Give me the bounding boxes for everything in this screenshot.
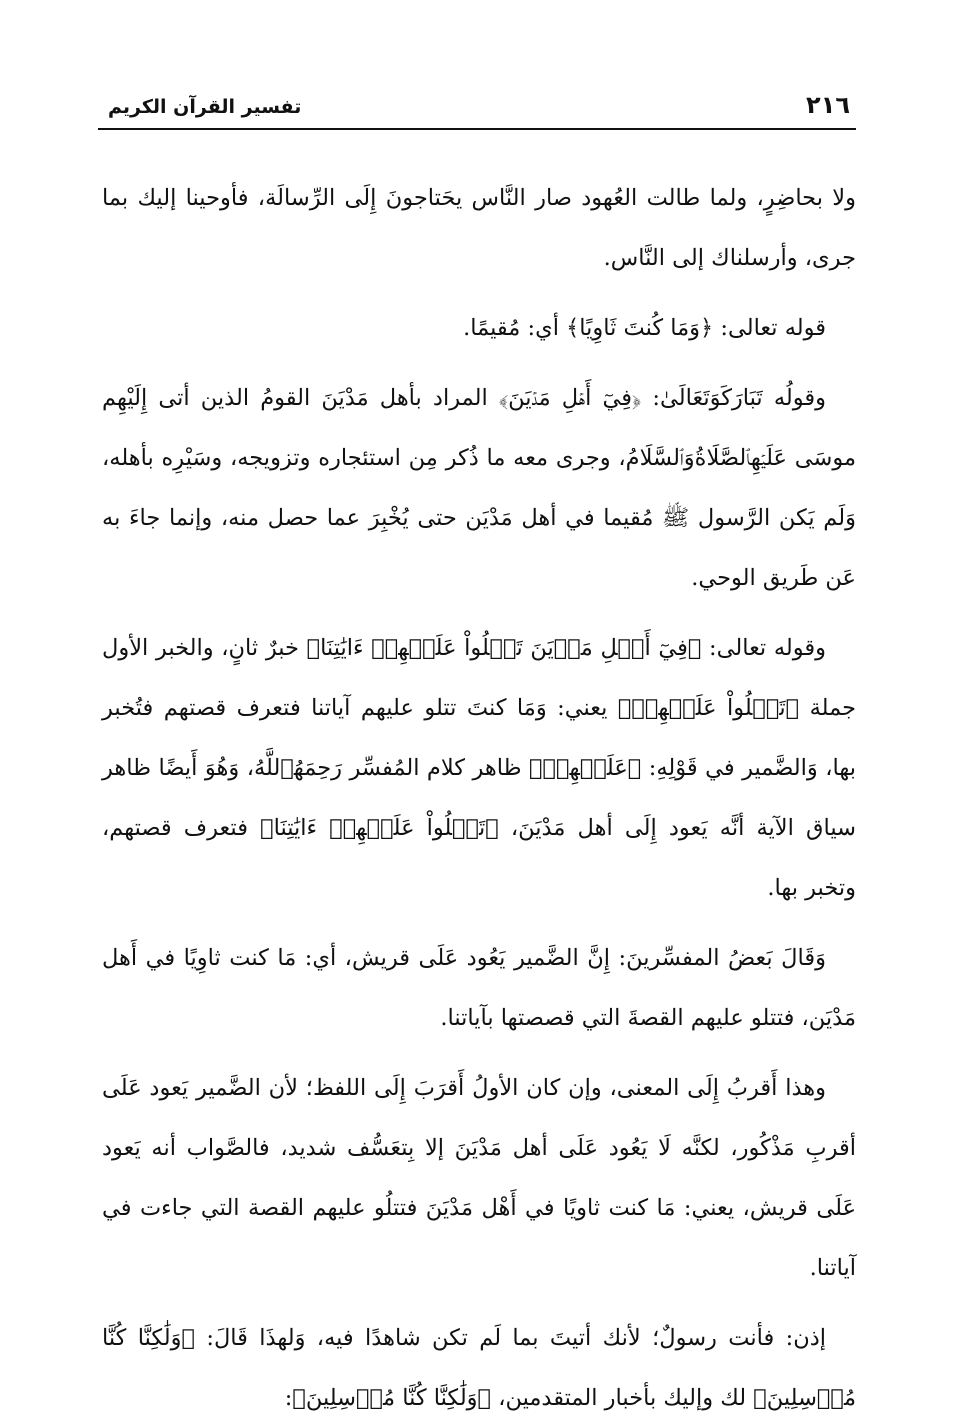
- paragraph: وَقَالَ بَعضُ المفسِّرينَ: إِنَّ الضَّمير يَعُود عَلَى قريش، أي: مَا كنت ثاوِيًا في أَهل مَدْيَن، فتتلو عليهم القصةَ التي قصصتها بآياتنا.: [102, 945, 856, 1031]
- paragraph: ولا بحاضِرٍ، ولما طالت العُهود صار النَّاس يحَتاجونَ إِلَى الرِّسالَة، فأوحينا إليك بما جرى، وأرسلناك إلى النَّاس.: [102, 185, 856, 271]
- page-header: [98, 88, 856, 130]
- body-text: [102, 168, 856, 1428]
- page-number: ٢١٦: [806, 91, 850, 119]
- paragraph: وهذا أَقربُ إِلَى المعنى، وإن كان الأولُ أَقرَبَ إِلَى اللفظ؛ لأن الضَّمير يَعود عَلَى أقربِ مَذْكُور، لكنَّه لَا يَعُود عَلَى أهل مَدْيَنَ إلا بِتعَسُّف شديد، فالصَّواب أنه يَعود عَلَى قريش، يعني: مَا كنت ثاويًا في أَهْل مَدْيَنَ فتتلُو عليهم القصة التي جاءت في آياتنا.: [102, 1075, 856, 1281]
- paragraph: وقوله تعالى: ﴿فِيٓ أَهۡلِ مَدۡيَنَ تَتۡلُواْ عَلَيۡهِمۡ ءَايَٰتِنَا﴾ خبرٌ ثانٍ، والخبر الأول جملة ﴿تَتۡلُواْ عَلَيۡهِمۡ﴾ يعني: وَمَا كنتَ تتلو عليهم آياتنا فتعرف قصتهم فتُخبر بها، وَالضَّمير في قَوْلِهِ: ﴿عَلَيۡهِمۡ﴾ ظاهر كلام المُفسِّر رَحِمَهُٱللَّهُ، وَهُوَ أَيضًا ظاهر سياق الآية أنَّه يَعود إِلَى أهل مَدْيَنَ، ﴿تَتۡلُواْ عَلَيۡهِمۡ ءَايَٰتِنَا﴾ فتعرف قصتهم، وتخبر بها.: [102, 635, 856, 901]
- running-title: تفسير القرآن الكريم: [108, 96, 302, 118]
- paragraph: إذن: فأنت رسولٌ؛ لأنك أتيتَ بما لَم تكن شاهدًا فيه، وَلهذَا قَالَ: ﴿وَلَٰكِنَّا كُنَّا مُرۡسِلِينَ﴾ لك وإليك بأخبار المتقدمين، ﴿وَلَٰكِنَّا كُنَّا مُرۡسِلِينَ﴾:: [102, 1325, 856, 1411]
- paragraph: قوله تعالى: ﴿وَمَا كُنتَ ثَاوِيًا﴾ أي: مُقيمًا.: [463, 315, 826, 341]
- paragraph: وقولُه تَبَارَكَوَتَعَالَىٰ: ﴿فِيٓ أَهۡلِ مَدۡيَنَ﴾ المراد بأهل مَدْيَنَ القومُ الذين أتى إِلَيْهِم موسَى عَلَيۡهِٱلصَّلَاةُوَٱلسَّلَامُ، وجرى معه ما ذُكر مِن استئجاره وتزويجه، وسَيْرِه بأهله، وَلَم يَكن الرَّسول ﷺ مُقيما في أهل مَدْيَن حتى يُخْبِرَ عما حصل منه، وإنما جاءَ به عَن طَريق الوحي.: [102, 385, 856, 591]
